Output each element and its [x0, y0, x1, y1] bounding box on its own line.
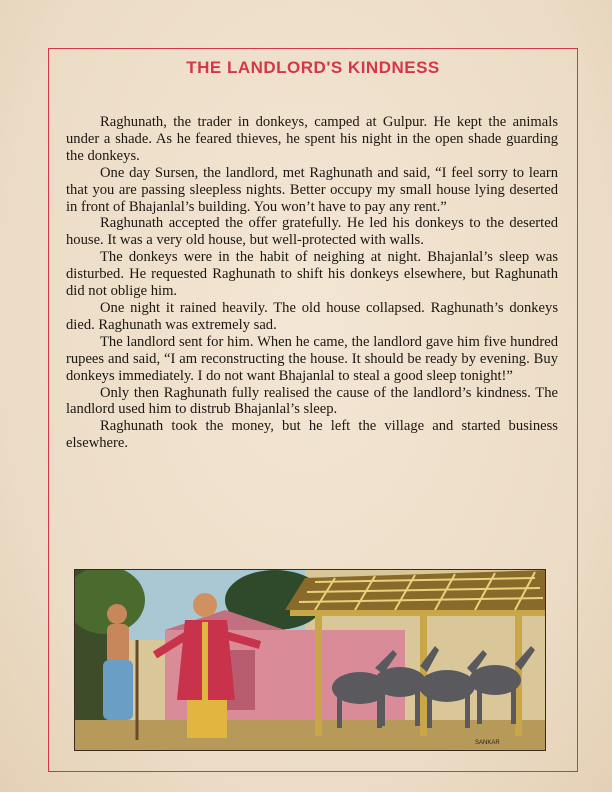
- paragraph-6: The landlord sent for him. When he came, the landlord gave him five hundred rupees and said, “I am reconstructing the house. It should be ready by evening. Buy donkeys immediately. I do not want Bhajanlal to steal a good sleep tonight!”: [66, 333, 558, 384]
- artist-signature: SANKAR: [475, 740, 500, 746]
- paragraph-3: Raghunath accepted the offer gratefully. He led his donkeys to the deserted house. It was a very old house, but well-protected with walls.: [66, 215, 558, 249]
- story-body: [66, 114, 558, 452]
- paragraph-1: Raghunath, the trader in donkeys, camped at Gulpur. He kept the animals under a shade. As he feared thieves, he spent his night in the open shade guarding the donkeys.: [66, 114, 558, 164]
- paragraph-2: One day Sursen, the landlord, met Raghunath and said, “I feel sorry to learn that you are passing sleepless nights. Better occupy my small house lying deserted in front of Bhajanlal’s building. You won’t have to pay any rent.”: [66, 164, 558, 215]
- paragraph-8: Raghunath took the money, but he left the village and started business elsewhere.: [66, 418, 558, 452]
- story-illustration: [74, 569, 546, 751]
- paragraph-5: One night it rained heavily. The old house collapsed. Raghunath’s donkeys died. Raghunath was extremely sad.: [66, 299, 558, 333]
- illustration-art: [75, 570, 545, 750]
- story-title: THE LANDLORD'S KINDNESS: [186, 58, 440, 77]
- paragraph-7: Only then Raghunath fully realised the cause of the landlord’s kindness. The landlord used him to distrub Bhajanlal’s sleep.: [66, 384, 558, 418]
- paragraph-4: The donkeys were in the habit of neighing at night. Bhajanlal’s sleep was disturbed. He requested Raghunath to shift his donkeys elsewhere, but Raghunath did not oblige him.: [66, 249, 558, 300]
